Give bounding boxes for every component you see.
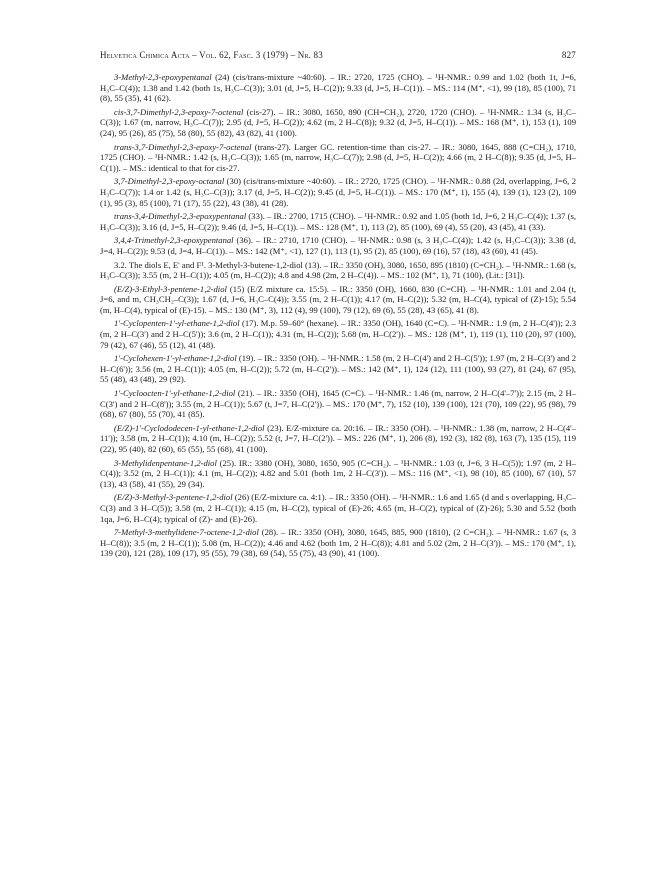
journal-title: Helvetica Chimica Acta – Vol. 62, Fasc. 3 (1979) – Nr. 83	[100, 50, 323, 60]
compound-data: (24) (cis/trans-mixture ~40:60). – IR.: 2720, 1725 (CHO). – ¹H-NMR.: 0.99 and 1.02 (both 1t, J=6, H₃C–C(4)); 1.38 and 1.42 (both 1s, H₃C–C(3)); 3.01 (d, J=5, H–C(2)); 9.33 (d, J=5, H–C(1)). – MS.: 114 (M⁺, <1), 99 (18), 85 (100), 71 (8), 55 (35), 41 (62).	[100, 72, 576, 104]
compound-name: 3,4,4-Trimethyl-2,3-epoxypentanal	[114, 235, 234, 246]
compound-entry-23	[100, 423, 576, 455]
compound-entry-33	[100, 211, 576, 232]
running-header	[100, 50, 576, 62]
compound-entry-25	[100, 458, 576, 490]
compound-name: 1'-Cycloocten-1'-yl-ethane-1,2-diol	[114, 388, 236, 399]
compound-entry-15	[100, 284, 576, 316]
compound-entry-28	[100, 527, 576, 559]
compound-data: (25). IR.: 3380 (OH), 3080, 1650, 905 (C=CH₂). – ¹H-NMR.: 1.03 (t, J=6, 3 H–C(5)); 1.97 (m, 2 H–C(4)); 3.52 (m, 2 H–C(1)); 4.1 (m, H–C(2)); 4.82 and 5.01 (both 1m, 2 H–C(3')). – MS.: 116 (M⁺, <1), 98 (10), 85 (100), 67 (10), 57 (13), 43 (58), 41 (55), 29 (34).	[100, 457, 576, 489]
compound-data: 3.2. The diols E, E' and F¹. 3-Methyl-3-butene-1,2-diol (13). – IR.: 3350 (OH), 3080, 1650, 895 (1810) (C=CH₂). – ¹H-NMR.: 1.68 (s, H₃C–C(3)); 3.55 (m, 2 H–C(1)); 4.05 (m, H–C(2)); 4.8 and 4.98 (2m, 2 H–C(4)). – MS.: 102 (M⁺, 1), 71 (100), (Lit.: [31]).	[100, 259, 576, 281]
compound-name: 7-Methyl-3-methylidene-7-octene-1,2-diol	[114, 527, 259, 538]
compound-data: (30) (cis/trans-mixture ~40:60). – IR.: 2720, 1725 (CHO). – ¹H-NMR.: 0.88 (2d, overlapping, J=6, 2 H₃C–C(7)); 1.4 or 1.42 (s, H₃C–C(3)); 3.17 (d, J=5, H–C(2)); 9.45 (d, J=5, H–C(1)). – MS.: 170 (M⁺, 1), 155 (4), 139 (1), 123 (2), 109 (1), 95 (3), 85 (100), 71 (17), 55 (22), 43 (38), 41 (28).	[100, 176, 576, 208]
section-diols-13	[100, 260, 576, 281]
compound-data: (cis-27). – IR.: 3080, 1650, 890 (CH=CH₂), 2720, 1720 (CHO). – ¹H-NMR.: 1.34 (s, H₃C–C(3)); 1.67 (m, narrow, H₃C–C(7)); 2.95 (d, J=5, H–C(2)); 4.62 (m, 2 H–C(8)); 9.32 (d, J=5, H–C(1)). – MS.: 168 (M⁺, 1), 153 (1), 109 (24), 95 (26), 85 (75), 58 (80), 55 (82), 43 (82), 41 (100).	[100, 106, 576, 138]
compound-entry-36	[100, 235, 576, 256]
compound-data: (17). M.p. 59–60° (hexane). – IR.: 3350 (OH), 1640 (C=C). – ¹H-NMR.: 1.9 (m, 2 H–C(4')); 2.3 (m, 2 H–C(3') and 2 H–C(5')); 3.6 (m, 2 H–C(1)); 4.31 (m, H–C(2)); 5.68 (m, H–C(2')). – MS.: 128 (M⁺, 1), 119 (1), 110 (20), 97 (100), 79 (42), 67 (46), 55 (12), 41 (48).	[100, 318, 576, 350]
compound-data: (21). – IR.: 3350 (OH), 1645 (C=C). – ¹H-NMR.: 1.46 (m, narrow, 2 H–C(4'–7')); 2.15 (m, 2 H–C(3') and 2 H–C(8')); 3.55 (m, 2 H–C(1)); 5.67 (t, J=7, H–C(2')). – MS.: 170 (M⁺, 7), 152 (10), 139 (100), 121 (70), 109 (22), 95 (98), 79 (68), 67 (80), 55 (70), 41 (85).	[100, 388, 576, 420]
compound-entry-trans-27	[100, 142, 576, 174]
compound-name: (E/Z)-3-Ethyl-3-pentene-1,2-diol	[114, 283, 227, 294]
compound-data: (26) (E/Z-mixture ca. 4:1). – IR.: 3350 (OH). – ¹H-NMR.: 1.6 and 1.65 (d and s overlapping, H₃C–C(3) and 3 H–C(5)); 3.58 (m, 2 H–C(1)); 4.15 (m, H–C(2), typical of (E)-26; 4.65 (m, H–C(2), typical of (Z)-26); 5.30 and 5.52 (both 1qa, J=6, H–C(4); typical of (Z)- and (E)-26).	[100, 492, 576, 524]
experimental-text	[100, 72, 576, 562]
compound-name: (E/Z)-3-Methyl-3-pentene-1,2-diol	[114, 492, 233, 503]
compound-name: 1'-Cyclopenten-1'-yl-ethane-1,2-diol	[114, 318, 240, 329]
compound-entry-30	[100, 176, 576, 208]
compound-name: trans-3,4-Dimethyl-2,3-epoxypentanal	[114, 211, 247, 222]
compound-name: 3,7-Dimethyl-2,3-epoxy-octanal	[114, 176, 225, 187]
compound-entry-19	[100, 353, 576, 385]
compound-entry-21	[100, 388, 576, 420]
compound-entry-26	[100, 492, 576, 524]
compound-name: 3-Methyl-2,3-epoxypentanal	[114, 72, 212, 82]
compound-entry-24	[100, 72, 576, 104]
compound-name: trans-3,7-Dimethyl-2,3-epoxy-7-octenal	[114, 141, 252, 152]
compound-data: (15) (E/Z mixture ca. 15:5). – IR.: 3350 (OH), 1660, 830 (C=CH). – ¹H-NMR.: 1.01 and 2.04 (t, J=6, and m, CH₃CH₂–C(3)); 1.67 (d, J=6, H₃C–C(4)); 3.55 (m, 2 H–C(1)); 4.17 (m, H–C(2)); 5.32 (m, H–C(4), typical of (Z)-15); 5.54 (m, H–C(4), typical of (E)-15). – MS.: 130 (M⁺, 3), 112 (4), 99 (100), 79 (12), 69 (6), 55 (28), 43 (65), 41 (8).	[100, 283, 576, 315]
compound-data: (23). E/Z-mixture ca. 20:16. – IR.: 3350 (OH). – ¹H-NMR.: 1.38 (m, narrow, 2 H–C(4'–11')); 3.58 (m, 2 H–C(1)); 4.10 (m, H–C(2)); 5.52 (t, J=7, H–C(2')). – MS.: 226 (M⁺, 1), 206 (8), 192 (3), 182 (8), 163 (7), 135 (15), 119 (22), 95 (40), 82 (60), 65 (55), 55 (68), 41 (100).	[100, 422, 576, 454]
compound-name: 3-Methylidenpentane-1,2-diol	[114, 457, 217, 468]
compound-name: 1'-Cyclohexen-1'-yl-ethane-1,2-diol	[114, 353, 237, 364]
compound-data: (19). – IR.: 3350 (OH). – ¹H-NMR.: 1.58 (m, 2 H–C(4') and 2 H–C(5')); 1.97 (m, 2 H–C(3') and 2 H–C(6')); 3.56 (m, 2 H–C(1)); 4.05 (m, H–C(2)); 5.72 (m, H–C(2')). – MS.: 142 (M⁺, 1), 124 (12), 111 (100), 93 (27), 81 (24), 67 (95), 55 (48), 43 (48), 29 (92).	[100, 353, 576, 385]
compound-data: (33). – IR.: 2700, 1715 (CHO). – ¹H-NMR.: 0.92 and 1.05 (both 1d, J=6, 2 H₃C–C(4)); 1.37 (s, H₃C–C(3)); 3.16 (d, J=5, H–C(2)); 9.46 (d, J=5, H–C(1)). – MS.: 128 (M⁺, 1), 113 (2), 85 (100), 69 (4), 55 (20), 43 (45), 41 (33).	[100, 211, 576, 232]
compound-entry-cis-27	[100, 107, 576, 139]
compound-name: cis-3,7-Dimethyl-2,3-epoxy-7-octenal	[114, 106, 244, 117]
compound-name: (E/Z)-1'-Cyclododecen-1-yl-ethane-1,2-diol	[114, 422, 265, 433]
page-number: 827	[561, 50, 576, 60]
compound-entry-17	[100, 318, 576, 350]
compound-data: (trans-27). Larger GC. retention-time than cis-27. – IR.: 3080, 1645, 888 (C=CH₂), 1710, 1725 (CHO). – ¹H-NMR.: 1.42 (s, H₃C–C(3)); 1.65 (m, narrow, H₃C–C(7)); 2.98 (d, J=5, H–C(2)); 4.66 (m, 2 H–C(8)); 9.35 (d, J=5, H–C(1)). – MS.: identical to that for cis-27.	[100, 141, 576, 173]
compound-data: (28). – IR.: 3350 (OH), 3080, 1645, 885, 900 (1810), (2 C=CH₂). – ¹H-NMR.: 1.67 (s, 3 H–C(8)); 3.5 (m, 2 H–C(1)); 5.08 (m, H–C(2)); 4.46 and 4.62 (both 1m, 2 H–C(8)); 4.81 and 5.02 (2m, 2 H–C(3')). – MS.: 170 (M⁺, 1), 139 (20), 121 (28), 109 (17), 95 (55), 79 (38), 69 (54), 55 (75), 43 (90), 41 (100).	[100, 527, 576, 559]
compound-data: (36). – IR.: 2710, 1710 (CHO). – ¹H-NMR.: 0.98 (s, 3 H₃C–C(4)); 1.42 (s, H₃C–C(3)); 3.38 (d, J=4, H–C(2)); 9.53 (d, J=4, H–C(1)). – MS.: 142 (M⁺, <1), 127 (1), 113 (1), 95 (2), 85 (100), 69 (16), 57 (18), 43 (60), 41 (45).	[100, 235, 576, 256]
